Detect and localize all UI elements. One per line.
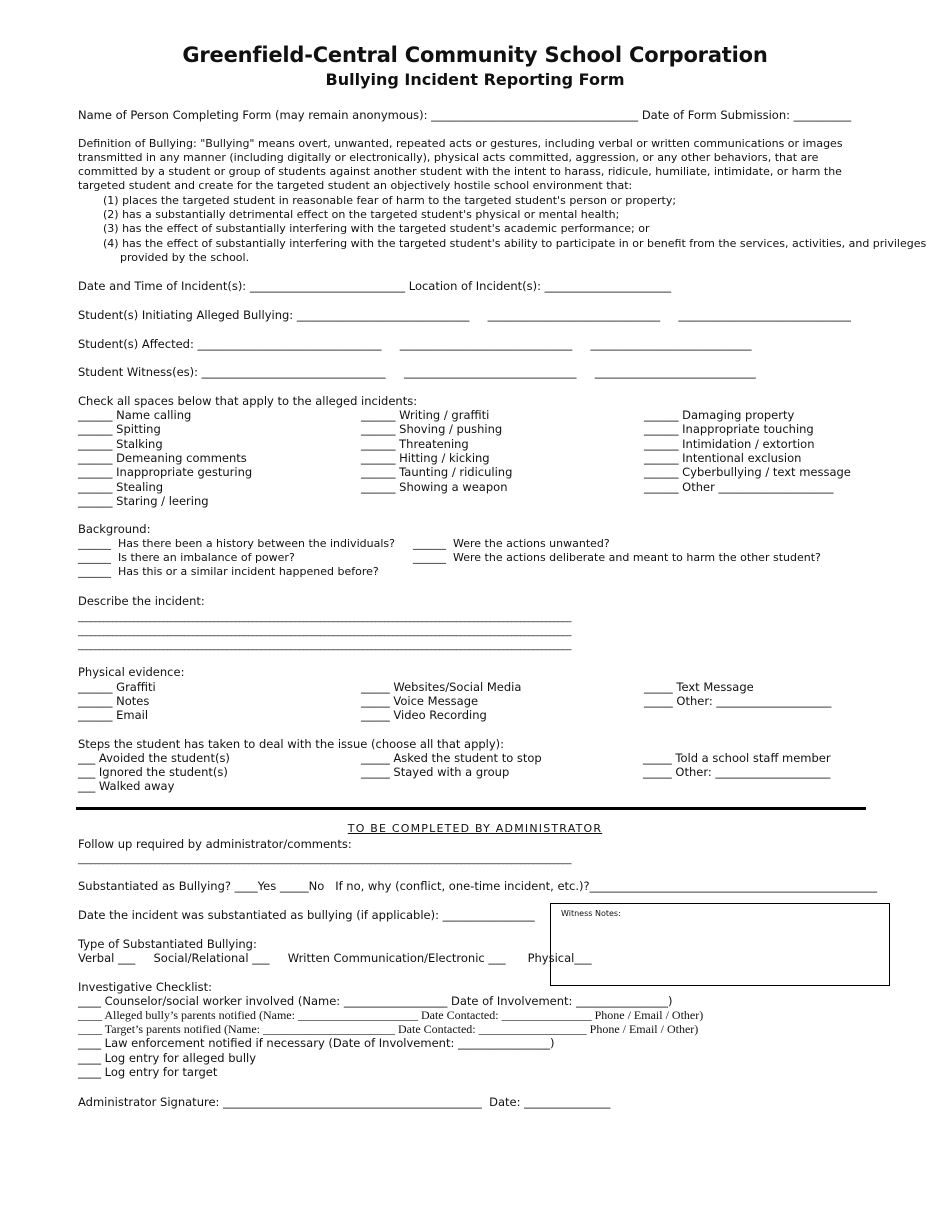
type-heading: Type of Substantiated Bullying: xyxy=(78,937,257,951)
incident-checkbox[interactable]: ______ Shoving / pushing xyxy=(361,422,503,436)
incidents-heading: Check all spaces below that apply to the alleged incidents: xyxy=(78,394,418,408)
background-checkbox[interactable]: ______ Were the actions unwanted? xyxy=(413,537,610,550)
definition-item: provided by the school. xyxy=(120,251,250,264)
date-substantiated-field[interactable]: Date the incident was substantiated as bullying (if applicable): ________________ xyxy=(78,908,535,922)
checklist-item[interactable]: ____ Alleged bully’s parents notified (Name: ____________________ Date Contacted: _______________ Phone / Email / Other) xyxy=(78,1008,704,1022)
affected-students-field[interactable]: Student(s) Affected: ________________________________ ______________________________ ____________________________ xyxy=(78,337,752,351)
describe-line[interactable]: ____________________________________________________________________________________________________________________ xyxy=(78,640,571,651)
background-checkbox[interactable]: ______ Has this or a similar incident happened before? xyxy=(78,565,379,578)
steps-checkbox[interactable]: ___ Ignored the student(s) xyxy=(78,765,228,779)
checklist-item[interactable]: ____ Log entry for target xyxy=(78,1065,218,1079)
evidence-heading: Physical evidence: xyxy=(78,665,185,679)
describe-heading: Describe the incident: xyxy=(78,594,205,608)
background-checkbox[interactable]: ______ Were the actions deliberate and meant to harm the other student? xyxy=(413,551,821,564)
steps-checkbox[interactable]: ___ Avoided the student(s) xyxy=(78,751,230,765)
evidence-checkbox[interactable]: _____ Voice Message xyxy=(361,694,479,708)
incident-checkbox[interactable]: ______ Spitting xyxy=(78,422,161,436)
incident-checkbox[interactable]: ______ Stealing xyxy=(78,480,164,494)
checklist-item[interactable]: ____ Law enforcement notified if necessary (Date of Involvement: ________________) xyxy=(78,1036,555,1050)
background-heading: Background: xyxy=(78,522,151,536)
section-divider xyxy=(76,807,866,810)
incident-checkbox[interactable]: ______ Other ____________________ xyxy=(644,480,834,494)
definition-text: Definition of Bullying: "Bullying" means overt, unwanted, repeated acts or gestures, including verbal or written communications or images transmitted in any manner (including digitally or electronically), physical acts committed, aggression, or any other behaviors, that are committed by a student or group of students against another student with the intent to harass, ridicule, humiliate, intimidate, or harm the targeted student and create for the targeted student an objectively hostile school environment that: xyxy=(78,137,843,192)
initiating-students-field[interactable]: Student(s) Initiating Alleged Bullying: ______________________________ ______________________________ ______________________________ xyxy=(78,308,851,322)
definition-item: (4) has the effect of substantially interfering with the targeted student's ability to participate in or benefit from the services, activities, and privileges xyxy=(103,237,927,250)
name-person-field[interactable]: Name of Person Completing Form (may remain anonymous): ____________________________________ Date of Form Submission: __________ xyxy=(78,108,852,122)
substantiated-field[interactable]: Substantiated as Bullying? ____Yes _____No If no, why (conflict, one-time incident, etc.)?__________________________________________________ xyxy=(78,879,878,893)
background-checkbox[interactable]: ______ Is there an imbalance of power? xyxy=(78,551,295,564)
witness-notes-label: Witness Notes: xyxy=(561,909,621,918)
evidence-checkbox[interactable]: _____ Websites/Social Media xyxy=(361,680,522,694)
incident-checkbox[interactable]: ______ Inappropriate gesturing xyxy=(78,465,253,479)
incident-checkbox[interactable]: ______ Cyberbullying / text message xyxy=(644,465,851,479)
incident-checkbox[interactable]: ______ Hitting / kicking xyxy=(361,451,490,465)
definition-item: (2) has a substantially detrimental effect on the targeted student's physical or mental health; xyxy=(103,208,620,221)
background-checkbox[interactable]: ______ Has there been a history between the individuals? xyxy=(78,537,395,550)
form-title: Bullying Incident Reporting Form xyxy=(325,70,625,89)
definition-item: (1) places the targeted student in reasonable fear of harm to the targeted student's person or property; xyxy=(103,194,677,207)
steps-checkbox[interactable]: _____ Told a school staff member xyxy=(643,751,831,765)
followup-line[interactable]: ____________________________________________________________________________________________________________________ xyxy=(78,854,571,865)
incident-checkbox[interactable]: ______ Demeaning comments xyxy=(78,451,247,465)
steps-checkbox[interactable]: ___ Walked away xyxy=(78,779,175,793)
evidence-checkbox[interactable]: ______ Email xyxy=(78,708,149,722)
incident-checkbox[interactable]: ______ Threatening xyxy=(361,437,469,451)
incident-checkbox[interactable]: ______ Intentional exclusion xyxy=(644,451,802,465)
incident-checkbox[interactable]: ______ Stalking xyxy=(78,437,163,451)
definition-item: (3) has the effect of substantially interfering with the targeted student's academic performance; or xyxy=(103,222,650,235)
describe-line[interactable]: ____________________________________________________________________________________________________________________ xyxy=(78,612,571,623)
incident-checkbox[interactable]: ______ Staring / leering xyxy=(78,494,209,508)
evidence-checkbox[interactable]: ______ Notes xyxy=(78,694,150,708)
describe-line[interactable]: ____________________________________________________________________________________________________________________ xyxy=(78,626,571,637)
steps-checkbox[interactable]: _____ Stayed with a group xyxy=(361,765,510,779)
evidence-checkbox[interactable]: _____ Video Recording xyxy=(361,708,487,722)
admin-signature-field[interactable]: Administrator Signature: _____________________________________________ Date: _______________ xyxy=(78,1095,611,1109)
steps-checkbox[interactable]: _____ Asked the student to stop xyxy=(361,751,542,765)
evidence-checkbox[interactable]: _____ Text Message xyxy=(644,680,754,694)
evidence-checkbox[interactable]: ______ Graffiti xyxy=(78,680,156,694)
steps-checkbox[interactable]: _____ Other: ____________________ xyxy=(643,765,831,779)
incident-checkbox[interactable]: ______ Inappropriate touching xyxy=(644,422,814,436)
incident-checkbox[interactable]: ______ Damaging property xyxy=(644,408,795,422)
incident-checkbox[interactable]: ______ Writing / graffiti xyxy=(361,408,490,422)
witness-notes-box[interactable] xyxy=(550,903,890,986)
checklist-item[interactable]: ____ Log entry for alleged bully xyxy=(78,1051,257,1065)
checklist-item[interactable]: ____ Counselor/social worker involved (Name: __________________ Date of Involvement: ________________) xyxy=(78,994,673,1008)
incident-checkbox[interactable]: ______ Intimidation / extortion xyxy=(644,437,815,451)
type-options[interactable]: Verbal ___ Social/Relational ___ Written Communication/Electronic ___ Physical___ xyxy=(78,951,592,965)
evidence-checkbox[interactable]: _____ Other: ____________________ xyxy=(644,694,832,708)
admin-section-title-text: TO BE COMPLETED BY ADMINISTRATOR xyxy=(347,822,603,835)
checklist-item[interactable]: ____ Target’s parents notified (Name: ______________________ Date Contacted: __________________ Phone / Email / Other) xyxy=(78,1022,699,1036)
date-location-field[interactable]: Date and Time of Incident(s): ___________________________ Location of Incident(s): ______________________ xyxy=(78,279,672,293)
witness-students-field[interactable]: Student Witness(es): ________________________________ ______________________________ ____________________________ xyxy=(78,365,756,379)
incident-checkbox[interactable]: ______ Showing a weapon xyxy=(361,480,508,494)
steps-heading: Steps the student has taken to deal with the issue (choose all that apply): xyxy=(78,737,505,751)
incident-checkbox[interactable]: ______ Name calling xyxy=(78,408,192,422)
incident-checkbox[interactable]: ______ Taunting / ridiculing xyxy=(361,465,513,479)
form-org-title: Greenfield-Central Community School Corporation xyxy=(182,43,768,67)
checklist-heading: Investigative Checklist: xyxy=(78,980,212,994)
followup-label: Follow up required by administrator/comments: xyxy=(78,837,352,851)
admin-section-title xyxy=(0,822,950,835)
